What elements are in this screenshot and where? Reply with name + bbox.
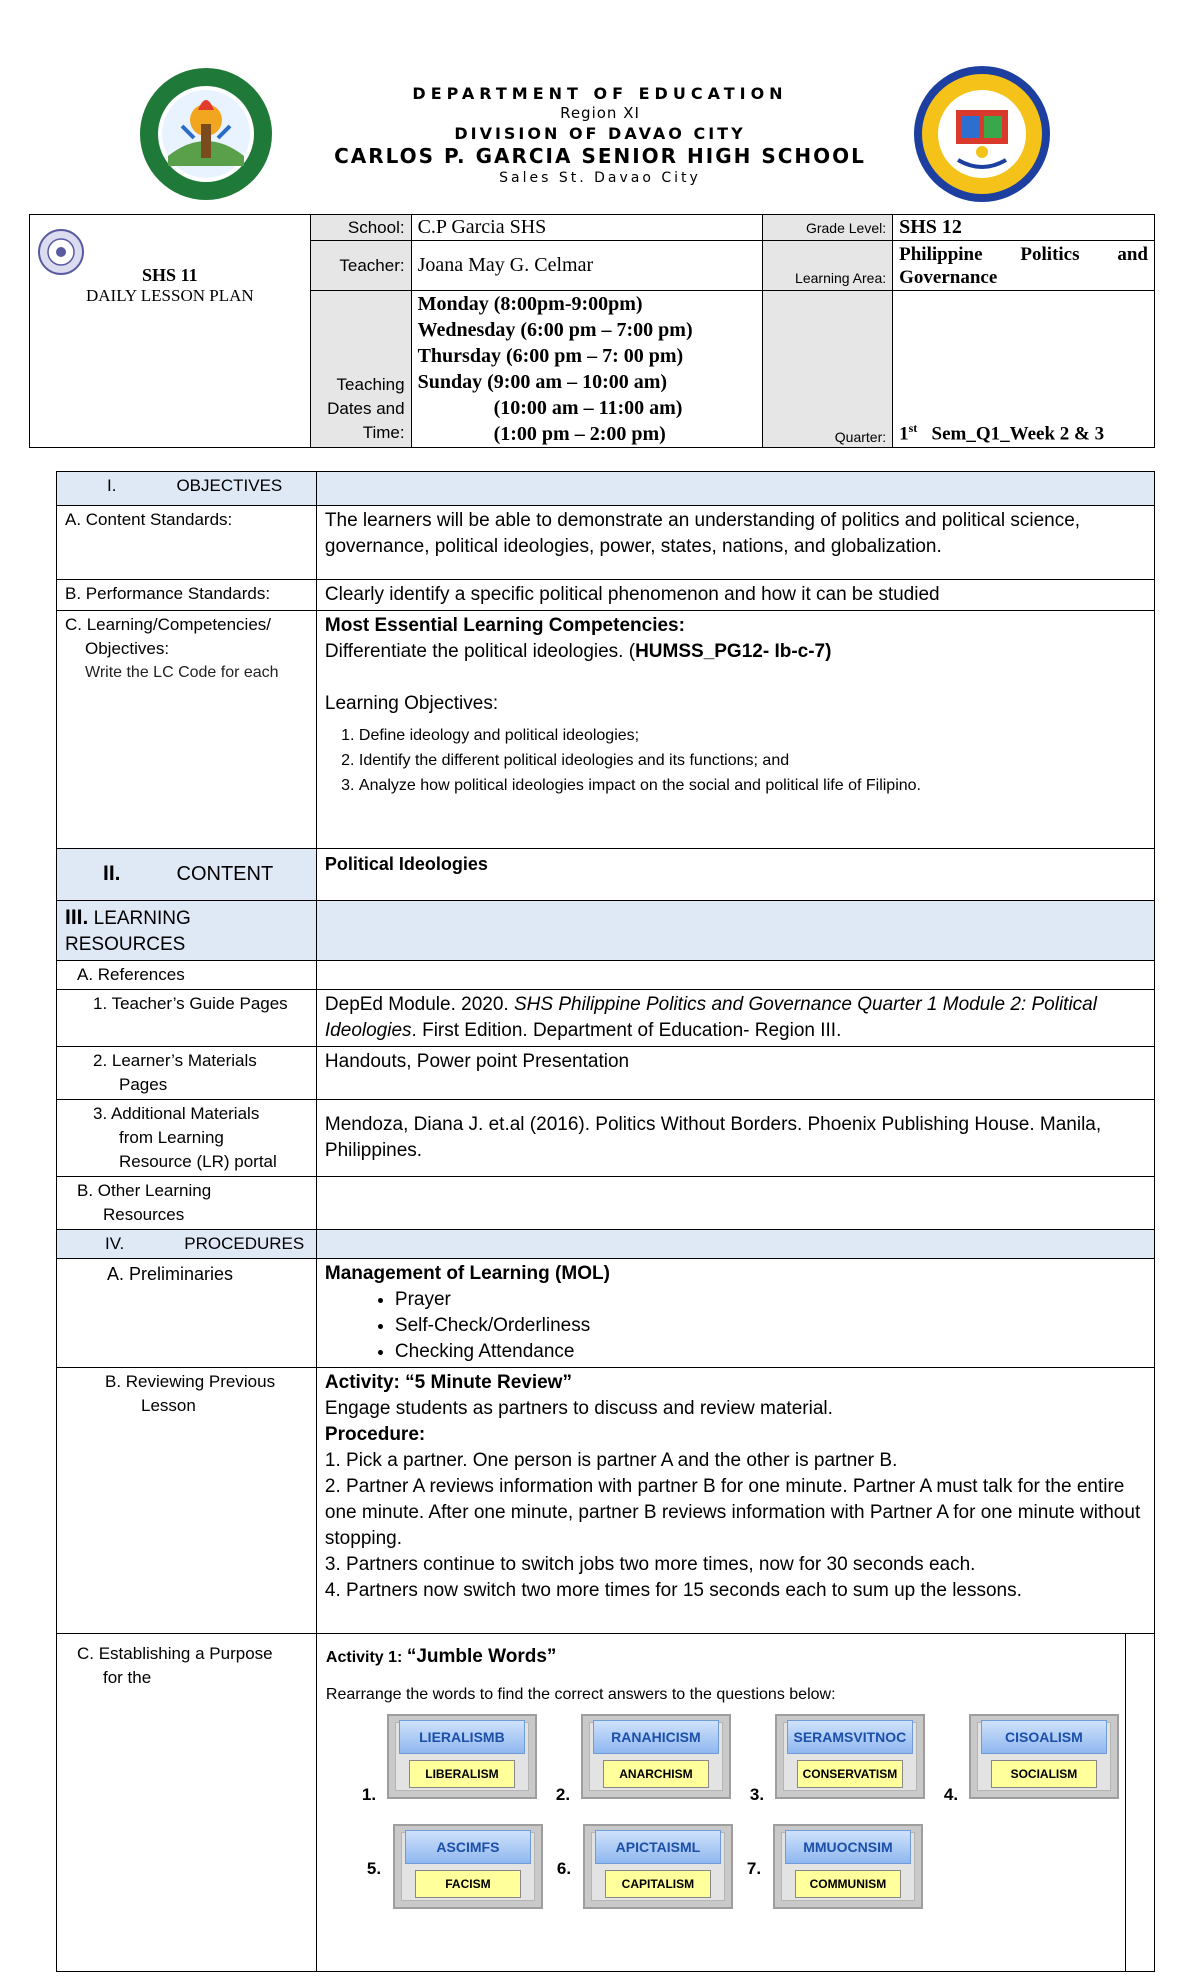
jumbled-word: APICTAISML xyxy=(595,1830,721,1864)
list-item: • Checking Attendance xyxy=(395,1339,1146,1365)
objectives-heading: I. OBJECTIVES xyxy=(57,472,317,506)
jumbled-word: MMUOCNSIM xyxy=(785,1830,911,1864)
answer-word: SOCIALISM xyxy=(991,1760,1097,1788)
plan-title: DAILY LESSON PLAN xyxy=(85,286,254,305)
procedure-step: 2. Partner A reviews information with partner B for one minute. Partner A must talk for the entire one minute. After one minute, partner B reviews information with Partner A for one minute without stopping. xyxy=(324,1476,1141,1549)
deped-seal-icon xyxy=(38,229,84,275)
school-value: C.P Garcia SHS xyxy=(411,215,763,241)
jumble-card xyxy=(387,1714,537,1799)
procedure-step: 1. Pick a partner. One person is partner A and the other is partner B. xyxy=(324,1450,898,1471)
teacher-value: Joana May G. Celmar xyxy=(411,241,763,291)
teaching-dates xyxy=(411,291,763,448)
jumble-heading: Activity 1: “Jumble Words” xyxy=(325,1646,557,1667)
procedures-heading: IV. PROCEDURES xyxy=(57,1230,317,1259)
list-item: 1. Define ideology and political ideologies; xyxy=(359,723,1146,748)
answer-word: ANARCHISM xyxy=(603,1760,709,1788)
jumble-number: 5. xyxy=(366,1859,382,1878)
jumbled-word: LIERALISMB xyxy=(399,1720,525,1754)
mol-list xyxy=(325,1287,1146,1365)
answer-word: LIBERALISM xyxy=(409,1760,515,1788)
jumble-number: 2. xyxy=(555,1785,571,1804)
additional-materials-label: 3. Additional Materials from Learning Resource (LR) portal xyxy=(57,1100,317,1177)
plan-title-cell xyxy=(30,215,311,448)
jumble-number: 7. xyxy=(746,1859,762,1878)
grade-label: Grade Level: xyxy=(763,215,893,241)
lc-note: Write the LC Code for each xyxy=(85,664,279,681)
jumble-number: 4. xyxy=(943,1785,959,1804)
jumbled-word: RANAHICISM xyxy=(593,1720,719,1754)
lesson-info-table xyxy=(29,214,1155,448)
answer-word: CAPITALISM xyxy=(605,1870,711,1898)
learners-materials-text: Handouts, Power point Presentation xyxy=(316,1047,1154,1100)
performance-standards-text: Clearly identify a specific political phenomenon and how it can be studied xyxy=(316,580,1154,611)
dates-label: Teaching Dates and Time: xyxy=(310,291,411,448)
content-standards-label: A. Content Standards: xyxy=(57,506,317,580)
jumble-card xyxy=(969,1714,1119,1799)
date-line: Wednesday (6:00 pm – 7:00 pm) xyxy=(417,319,693,341)
competencies-label: C. Learning/Competencies/ Objectives: Write the LC Code for each xyxy=(57,611,317,849)
procedure-step: 4. Partners now switch two more times for 15 seconds each to sum up the lessons. xyxy=(324,1580,1022,1601)
date-line: (10:00 am – 11:00 am) xyxy=(493,397,683,419)
grade-left: SHS 11 xyxy=(142,265,198,285)
jumble-number: 6. xyxy=(556,1859,572,1878)
resources-heading: III. LEARNING RESOURCES xyxy=(57,901,317,961)
quarter-label: Quarter: xyxy=(763,291,893,448)
jumble-card xyxy=(773,1824,923,1909)
list-item: • Self-Check/Orderliness xyxy=(395,1313,1146,1339)
jumble-card xyxy=(581,1714,731,1799)
learning-objectives-list xyxy=(325,723,1146,798)
mol-title: Management of Learning (MOL) xyxy=(324,1263,610,1284)
competencies-content xyxy=(316,611,1154,849)
jumble-card xyxy=(393,1824,543,1909)
teacher-label: Teacher: xyxy=(310,241,411,291)
teachers-guide-label: 1. Teacher’s Guide Pages xyxy=(57,990,317,1047)
date-line: (1:00 pm – 2:00 pm) xyxy=(493,423,666,445)
answer-word: FACISM xyxy=(415,1870,521,1898)
list-item: • Prayer xyxy=(395,1287,1146,1313)
quarter-value: 1st Sem_Q1_Week 2 & 3 xyxy=(893,291,1155,448)
school-label: School: xyxy=(310,215,411,241)
learning-objectives-title: Learning Objectives: xyxy=(324,693,499,714)
learners-materials-label: 2. Learner’s Materials Pages xyxy=(57,1047,317,1100)
jumble-instructions: Rearrange the words to find the correct answers to the questions below: xyxy=(325,1686,836,1703)
preliminaries-label: A. Preliminaries xyxy=(57,1259,317,1368)
jumble-card xyxy=(583,1824,733,1909)
jumble-number: 1. xyxy=(361,1785,377,1804)
area-value: Philippine Politics and Governance xyxy=(893,241,1155,291)
division-name: DIVISION OF DAVAO CITY xyxy=(454,124,746,143)
lesson-plan-table xyxy=(56,471,1155,1972)
jumbled-word: SERAMSVITNOC xyxy=(787,1720,913,1754)
teachers-guide-text: DepEd Module. 2020. SHS Philippine Politics and Governance Quarter 1 Module 2: Political Ideologies. First Edition. Department of Education- Region III. xyxy=(316,990,1154,1047)
school-address: Sales St. Davao City xyxy=(499,170,701,186)
date-line: Sunday (9:00 am – 10:00 am) xyxy=(417,371,668,393)
references-label: A. References xyxy=(57,961,317,990)
answer-word: COMMUNISM xyxy=(795,1870,901,1898)
preliminaries-content xyxy=(316,1259,1154,1368)
date-line: Thursday (6:00 pm – 7: 00 pm) xyxy=(417,345,684,367)
activity-description: Engage students as partners to discuss and review material. xyxy=(324,1398,833,1419)
content-heading: II. CONTENT xyxy=(57,849,317,901)
jumbled-word: CISOALISM xyxy=(981,1720,1107,1754)
answer-word: CONSERVATISM xyxy=(797,1760,903,1788)
establishing-purpose-label: C. Establishing a Purpose for the xyxy=(57,1634,317,1972)
jumbled-word: ASCIMFS xyxy=(405,1830,531,1864)
school-name: CARLOS P. GARCIA SENIOR HIGH SCHOOL xyxy=(334,144,866,168)
department-name: DEPARTMENT OF EDUCATION xyxy=(412,84,788,103)
reviewing-lesson-content xyxy=(316,1368,1154,1634)
melc-title: Most Essential Learning Competencies: xyxy=(324,615,685,636)
jumble-card xyxy=(775,1714,925,1799)
melc-text: Differentiate the political ideologies. (HUMSS_PG12- Ib-c-7) xyxy=(324,641,832,662)
content-value: Political Ideologies xyxy=(316,849,1154,901)
region-name: Region XI xyxy=(560,104,640,122)
jumble-activity-cell xyxy=(316,1634,1154,1972)
grade-value: SHS 12 xyxy=(893,215,1155,241)
content-standards-text: The learners will be able to demonstrate an understanding of politics and political science, governance, political ideologies, power, states, nations, and globalization. xyxy=(316,506,1154,580)
list-item: 2. Identify the different political ideologies and its functions; and xyxy=(359,748,1146,773)
jumble-number: 3. xyxy=(749,1785,765,1804)
area-label: Learning Area: xyxy=(763,241,893,291)
procedure-title: Procedure: xyxy=(324,1424,426,1445)
procedure-step: 3. Partners continue to switch jobs two more times, now for 30 seconds each. xyxy=(324,1554,976,1575)
list-item: 3. Analyze how political ideologies impact on the social and political life of Filipino. xyxy=(359,773,1146,798)
other-resources-label: B. Other Learning Resources xyxy=(57,1177,317,1230)
reviewing-lesson-label: B. Reviewing Previous Lesson xyxy=(57,1368,317,1634)
performance-standards-label: B. Performance Standards: xyxy=(57,580,317,611)
date-line: Monday (8:00pm-9:00pm) xyxy=(417,293,643,315)
additional-materials-text: Mendoza, Diana J. et.al (2016). Politics Without Borders. Phoenix Publishing House. Manila, Philippines. xyxy=(316,1100,1154,1177)
activity-title: Activity: “5 Minute Review” xyxy=(324,1372,572,1393)
